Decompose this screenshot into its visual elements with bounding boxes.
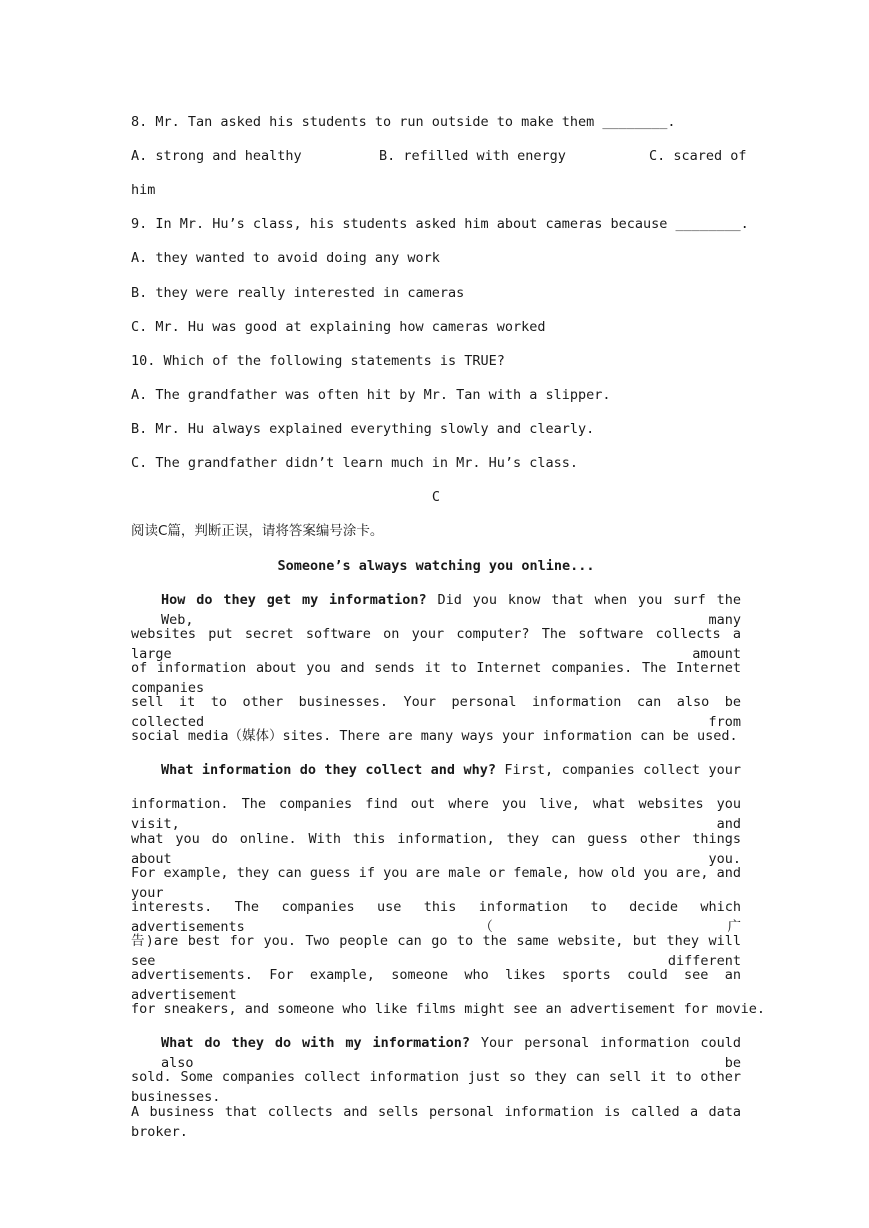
paragraph-3-line-2: sold. Some companies collect information just so they can sell it to other businesses. — [131, 1069, 741, 1105]
paragraph-1-line-3: of information about you and sends it to Internet companies. The Internet companies — [131, 660, 741, 696]
paragraph-3-heading: What do they do with my information? — [161, 1035, 470, 1051]
question-8-option-c-continued: him — [131, 182, 156, 198]
paragraph-2-line-6: 告)are best for you. Two people can go to the same website, but they will see different — [131, 933, 741, 969]
question-9-stem: 9. In Mr. Hu’s class, his students asked him about cameras because ________. — [131, 216, 749, 232]
paragraph-2-line-2: information. The companies find out where you live, what websites you visit, and — [131, 796, 741, 832]
paragraph-2-line-7: advertisements. For example, someone who likes sports could see an advertisement — [131, 967, 741, 1003]
question-9-option-c: C. Mr. Hu was good at explaining how cameras worked — [131, 319, 546, 335]
section-instruction: 阅读C篇，判断正误，请将答案编号涂卡。 — [131, 523, 384, 539]
section-letter: C — [431, 489, 441, 505]
paragraph-2-heading: What information do they collect and why? — [161, 762, 496, 778]
question-8-option-c: C. scared of — [649, 148, 747, 164]
question-8-option-b: B. refilled with energy — [379, 148, 566, 164]
paragraph-1-line-4: sell it to other businesses. Your personal information can also be collected from — [131, 694, 741, 730]
question-9-option-a: A. they wanted to avoid doing any work — [131, 250, 440, 266]
question-10-option-b: B. Mr. Hu always explained everything slowly and clearly. — [131, 421, 595, 437]
question-8-option-a: A. strong and healthy — [131, 148, 302, 164]
paragraph-2-line-4: For example, they can guess if you are male or female, how old you are, and your — [131, 865, 741, 901]
paragraph-2-line-5: interests. The companies use this information to decide which advertisements（广 — [131, 899, 741, 935]
question-8-options — [131, 146, 747, 166]
paragraph-1-line-2: websites put secret software on your computer? The software collects a large amount — [131, 626, 741, 662]
paragraph-2-line-8: for sneakers, and someone who like films might see an advertisement for movie. — [131, 1001, 765, 1017]
question-10-option-a: A. The grandfather was often hit by Mr. Tan with a slipper. — [131, 387, 611, 403]
question-9-option-b: B. they were really interested in cameras — [131, 285, 465, 301]
article-title: Someone’s always watching you online... — [277, 558, 595, 574]
paragraph-3-lead: Your personal information could also be — [161, 1035, 741, 1071]
paragraph-3-line-3: A business that collects and sells personal information is called a data broker. — [131, 1104, 741, 1140]
paragraph-2-line-1 — [161, 760, 741, 780]
question-10-stem: 10. Which of the following statements is TRUE? — [131, 353, 505, 369]
paragraph-2-line-3: what you do online. With this information, they can guess other things about you. — [131, 831, 741, 867]
paragraph-1-heading: How do they get my information? — [161, 592, 427, 608]
question-8-stem: 8. Mr. Tan asked his students to run outside to make them ________. — [131, 114, 676, 130]
paragraph-2-lead: First, companies collect your — [495, 762, 741, 778]
question-10-option-c: C. The grandfather didn’t learn much in Mr. Hu’s class. — [131, 455, 579, 471]
paragraph-1-lead: Did you know that when you surf the Web, many — [161, 592, 741, 628]
paragraph-1-line-5: social media（媒体）sites. There are many ways your information can be used. — [131, 728, 738, 744]
